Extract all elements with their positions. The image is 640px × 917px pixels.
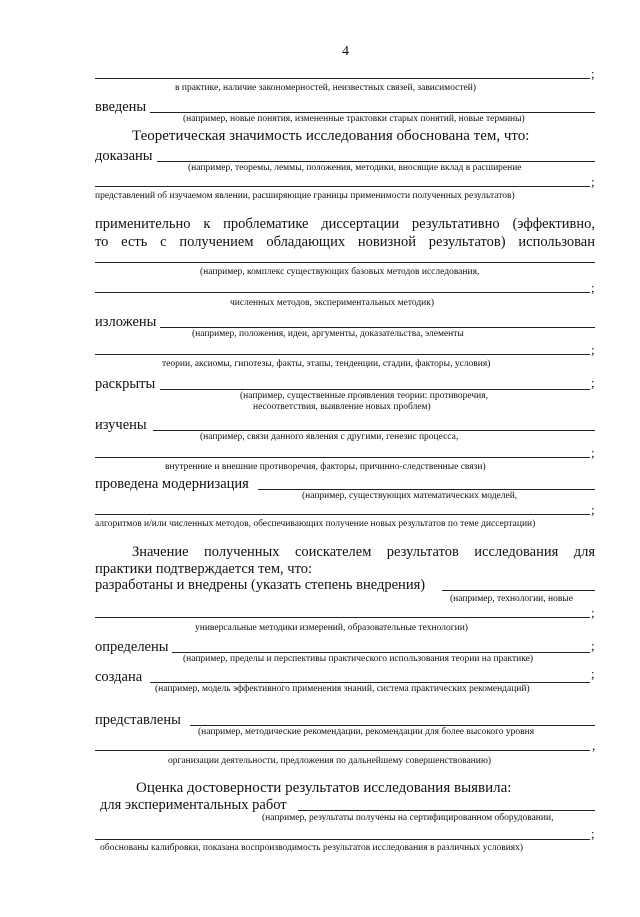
comma: , xyxy=(592,738,596,753)
blank-line xyxy=(150,112,595,113)
paragraph-primenitelno-1: применительно к проблематике диссертации результативно (эффективно, xyxy=(95,216,595,232)
blank-line xyxy=(95,186,590,187)
semicolon: ; xyxy=(591,375,595,390)
semicolon: ; xyxy=(591,638,595,653)
blank-line xyxy=(172,652,590,653)
semicolon: ; xyxy=(591,666,595,681)
field-caption: (например, новые понятия, измененные трактовки старых понятий, новые термины) xyxy=(183,114,525,124)
semicolon: ; xyxy=(591,605,595,620)
field-caption: теории, аксиомы, гипотезы, факты, этапы, тенденции, стадии, факторы, условия) xyxy=(162,359,491,369)
field-caption: (например, комплекс существующих базовых методов исследования, xyxy=(200,267,480,277)
field-caption: представлений об изучаемом явлении, расширяющие границы применимости полученных результатов) xyxy=(95,191,515,201)
semicolon: ; xyxy=(591,826,595,841)
blank-line xyxy=(95,262,595,263)
blank-line xyxy=(442,590,595,591)
field-caption: организации деятельности, предложения по дальнейшему совершенствованию) xyxy=(168,756,492,766)
label-razrabotany: разработаны и внедрены (указать степень внедрения) xyxy=(95,577,426,593)
label-predstavleny: представлены xyxy=(95,712,181,728)
semicolon: ; xyxy=(591,280,595,295)
field-caption: универсальные методики измерений, образовательные технологии) xyxy=(195,623,468,633)
blank-line xyxy=(95,457,590,458)
field-caption: (например, существенные проявления теории: противоречия, xyxy=(240,391,489,401)
field-caption: (например, результаты получены на сертифицированном оборудовании, xyxy=(262,813,554,823)
semicolon: ; xyxy=(591,502,595,517)
section-heading-theory: Теоретическая значимость исследования обоснована тем, что: xyxy=(132,128,530,144)
blank-line xyxy=(95,514,590,515)
blank-line xyxy=(95,839,590,840)
blank-line xyxy=(160,389,590,390)
label-sozdana: создана xyxy=(95,669,143,685)
blank-line xyxy=(150,682,590,683)
blank-line xyxy=(95,78,590,79)
blank-line xyxy=(95,354,590,355)
label-vvedeny: введены xyxy=(95,99,147,115)
field-caption: (например, модель эффективного применения знаний, система практических рекомендаций) xyxy=(155,684,530,694)
semicolon: ; xyxy=(591,342,595,357)
label-dokazany: доказаны xyxy=(95,148,153,164)
field-caption: обоснованы калибровки, показана воспроизводимость результатов исследования в различных условиях) xyxy=(100,843,524,853)
blank-line xyxy=(157,161,595,162)
label-opredeleny: определены xyxy=(95,639,169,655)
field-caption: в практике, наличие закономерностей, неизвестных связей, зависимостей) xyxy=(175,83,477,93)
field-caption: (например, теоремы, леммы, положения, методики, вносящие вклад в расширение xyxy=(188,163,522,173)
semicolon: ; xyxy=(591,66,595,81)
blank-line xyxy=(160,327,595,328)
field-caption: (например, технологии, новые xyxy=(450,594,573,604)
section-heading-reliability: Оценка достоверности результатов исследования выявила: xyxy=(136,780,512,796)
section-heading-practice: Значение полученных соискателем результатов исследования для xyxy=(132,544,595,560)
field-caption: несоответствия, выявление новых проблем) xyxy=(253,402,431,412)
semicolon: ; xyxy=(591,174,595,189)
field-caption: (например, положения, идеи, аргументы, доказательства, элементы xyxy=(192,329,464,339)
field-caption: внутренние и внешние противоречия, факторы, причинно-следственные связи) xyxy=(165,462,486,472)
section-heading-practice-2: практики подтверждается тем, что: xyxy=(95,561,313,577)
semicolon: ; xyxy=(591,445,595,460)
blank-line xyxy=(298,810,595,811)
blank-line xyxy=(95,292,590,293)
blank-line xyxy=(153,430,595,431)
blank-line xyxy=(95,617,590,618)
field-caption: (например, методические рекомендации, рекомендации для более высокого уровня xyxy=(198,727,535,737)
blank-line xyxy=(258,489,595,490)
field-caption: численных методов, экспериментальных методик) xyxy=(230,298,435,308)
field-caption: алгоритмов и/или численных методов, обеспечивающих получение новых результатов по теме диссертации) xyxy=(95,519,536,529)
field-caption: (например, связи данного явления с другими, генезис процесса, xyxy=(200,432,459,442)
page-number: 4 xyxy=(342,44,349,59)
label-izlozheny: изложены xyxy=(95,314,157,330)
blank-line xyxy=(190,725,595,726)
field-caption: (например, существующих математических моделей, xyxy=(302,491,518,501)
paragraph-primenitelno-2: то есть с получением обладающих новизной результатов) использован xyxy=(95,234,595,250)
label-modernizacia: проведена модернизация xyxy=(95,476,249,492)
label-experimental: для экспериментальных работ xyxy=(100,797,287,813)
field-caption: (например, пределы и перспективы практического использования теории на практике) xyxy=(183,654,533,664)
label-raskryty: раскрыты xyxy=(95,376,156,392)
label-izucheny: изучены xyxy=(95,417,147,433)
blank-line xyxy=(95,750,590,751)
